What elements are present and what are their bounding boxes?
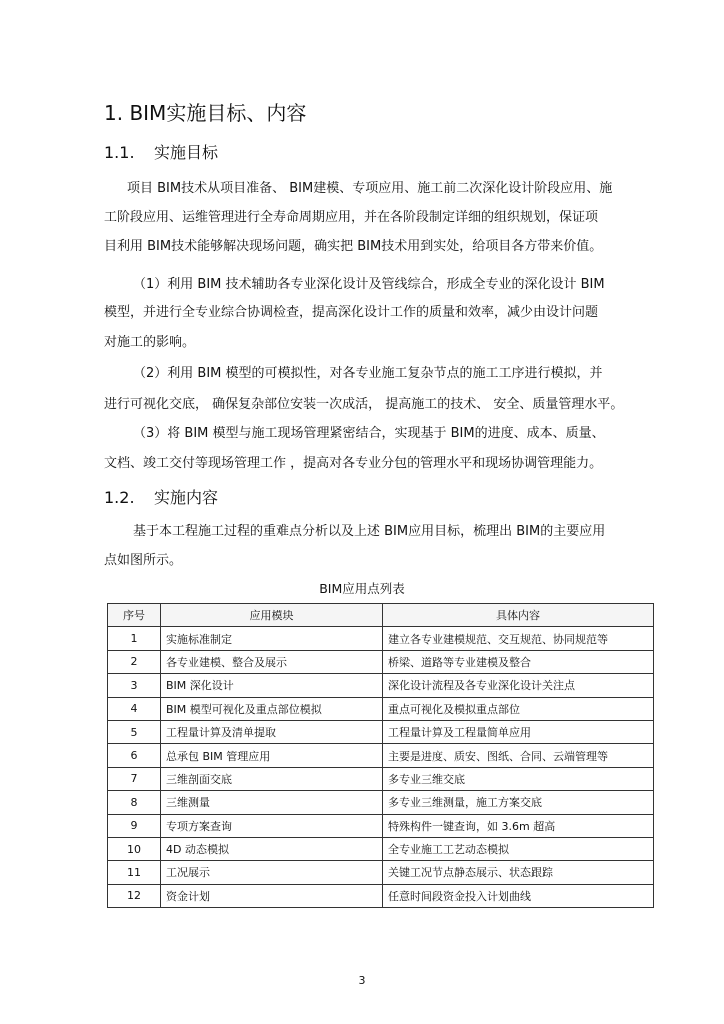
header-cell-no: 序号 <box>108 604 161 627</box>
row-content-cell: 重点可视化及模拟重点部位 <box>383 697 654 720</box>
table-row <box>108 650 654 673</box>
row-number-cell: 3 <box>108 674 161 697</box>
row-number-cell: 2 <box>108 650 161 673</box>
row-module-cell: 工况展示 <box>161 861 383 884</box>
row-module-cell: 专项方案查询 <box>161 814 383 837</box>
row-content-cell: 任意时间段资金投入计划曲线 <box>383 884 654 907</box>
row-number-cell: 4 <box>108 697 161 720</box>
para1-line3: 目利用 BIM技术能够解决现场问题，确实把 BIM技术用到实处，给项目各方带来价值。 <box>104 239 603 254</box>
row-module-cell: 各专业建模、整合及展示 <box>161 650 383 673</box>
row-content-cell: 多专业三维交底 <box>383 767 654 790</box>
table-caption: BIM应用点列表 <box>319 581 405 596</box>
section-number: 1.2. <box>104 488 135 507</box>
row-content-cell: 主要是进度、质安、图纸、合同、云端管理等 <box>383 744 654 767</box>
row-number-cell: 6 <box>108 744 161 767</box>
table-row <box>108 861 654 884</box>
row-module-cell: 三维剖面交底 <box>161 767 383 790</box>
section-title: 实施目标 <box>154 143 219 162</box>
item1-line1: （1）利用 BIM 技术辅助各专业深化设计及管线综合，形成全专业的深化设计 BIM <box>133 277 605 292</box>
table-row <box>108 674 654 697</box>
para1-line1: 项目 BIM技术从项目准备、 BIM建模、专项应用、施工前二次深化设计阶段应用、施 <box>127 181 613 196</box>
section-title: 实施内容 <box>154 488 219 507</box>
section-heading-1-2 <box>104 485 218 508</box>
row-number-cell: 7 <box>108 767 161 790</box>
table-header-row <box>108 604 654 627</box>
page-number: 3 <box>358 974 366 987</box>
row-module-cell: 三维测量 <box>161 791 383 814</box>
row-number-cell: 12 <box>108 884 161 907</box>
table-row <box>108 837 654 860</box>
table-row <box>108 627 654 650</box>
row-content-cell: 桥梁、道路等专业建模及整合 <box>383 650 654 673</box>
table-row <box>108 767 654 790</box>
para2-line1: 基于本工程施工过程的重难点分析以及上述 BIM应用目标，梳理出 BIM的主要应用 <box>133 524 606 539</box>
row-number-cell: 1 <box>108 627 161 650</box>
row-content-cell: 深化设计流程及各专业深化设计关注点 <box>383 674 654 697</box>
table-row <box>108 884 654 907</box>
item1-line2: 模型，并进行全专业综合协调检查，提高深化设计工作的质量和效率，减少由设计问题 <box>104 305 599 320</box>
row-module-cell: 工程量计算及清单提取 <box>161 720 383 743</box>
row-module-cell: 实施标准制定 <box>161 627 383 650</box>
item3-line1: （3）将 BIM 模型与施工现场管理紧密结合，实现基于 BIM的进度、成本、质量、 <box>133 426 605 441</box>
item2-line2: 进行可视化交底， 确保复杂部位安装一次成活， 提高施工的技术、 安全、质量管理水平。 <box>104 397 624 412</box>
row-content-cell: 全专业施工工艺动态模拟 <box>383 837 654 860</box>
row-module-cell: 资金计划 <box>161 884 383 907</box>
para2-line2: 点如图所示。 <box>104 553 183 568</box>
item2-line1: （2）利用 BIM 模型的可模拟性，对各专业施工复杂节点的施工工序进行模拟，并 <box>133 366 603 381</box>
table-row <box>108 744 654 767</box>
row-module-cell: BIM 深化设计 <box>161 674 383 697</box>
row-content-cell: 多专业三维测量，施工方案交底 <box>383 791 654 814</box>
section-heading-1-1 <box>104 140 218 163</box>
item1-line3: 对施工的影响。 <box>104 335 196 350</box>
row-number-cell: 8 <box>108 791 161 814</box>
table-row <box>108 814 654 837</box>
bim-application-table <box>107 603 654 908</box>
row-number-cell: 9 <box>108 814 161 837</box>
row-content-cell: 关键工况节点静态展示、状态跟踪 <box>383 861 654 884</box>
row-module-cell: 总承包 BIM 管理应用 <box>161 744 383 767</box>
header-cell-module: 应用模块 <box>161 604 383 627</box>
row-content-cell: 特殊构件一键查询，如 3.6m 超高 <box>383 814 654 837</box>
section-number: 1.1. <box>104 143 135 162</box>
table-row <box>108 720 654 743</box>
header-cell-content: 具体内容 <box>383 604 654 627</box>
para1-line2: 工阶段应用、运维管理进行全寿命周期应用，并在各阶段制定详细的组织规划，保证项 <box>104 210 599 225</box>
item3-line2: 文档、竣工交付等现场管理工作 ，提高对各专业分包的管理水平和现场协调管理能力。 <box>104 456 603 471</box>
table-row <box>108 791 654 814</box>
row-number-cell: 10 <box>108 837 161 860</box>
heading-1: 1. BIM实施目标、内容 <box>104 101 307 125</box>
row-module-cell: BIM 模型可视化及重点部位模拟 <box>161 697 383 720</box>
row-module-cell: 4D 动态模拟 <box>161 837 383 860</box>
row-content-cell: 建立各专业建模规范、交互规范、协同规范等 <box>383 627 654 650</box>
row-number-cell: 11 <box>108 861 161 884</box>
row-number-cell: 5 <box>108 720 161 743</box>
table-row <box>108 697 654 720</box>
row-content-cell: 工程量计算及工程量简单应用 <box>383 720 654 743</box>
